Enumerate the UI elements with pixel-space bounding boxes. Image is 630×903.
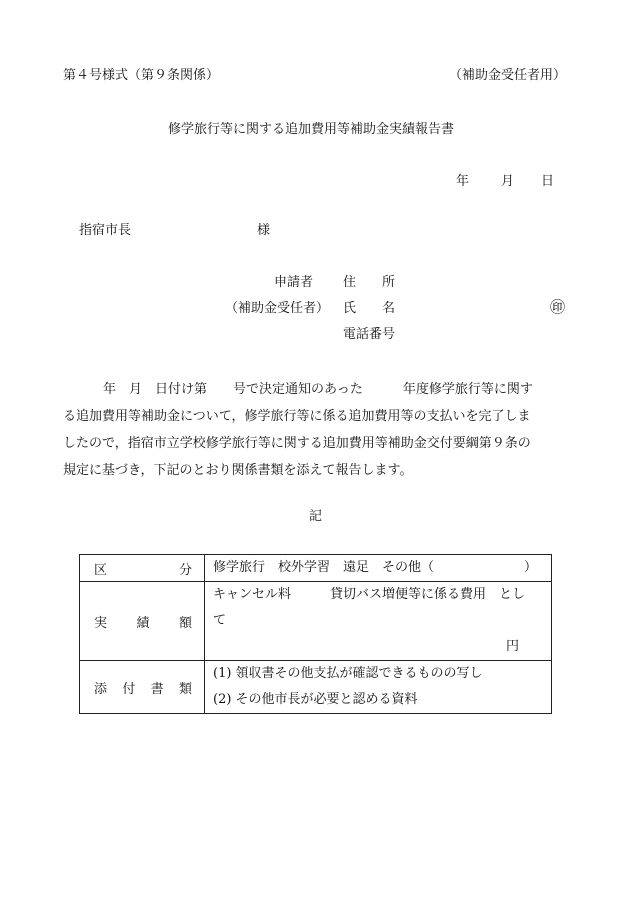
date-month: 月 <box>501 174 515 189</box>
row-amount <box>80 582 552 661</box>
attach-label-a: 添 <box>94 681 108 697</box>
amount-label-c: 額 <box>178 615 192 631</box>
attachment-item-2: (2) その他市長が必要と認める資料 <box>213 692 418 707</box>
addressee-honorific: 様 <box>257 223 271 238</box>
amount-label-cell <box>80 582 205 661</box>
amount-value-cell <box>205 582 552 661</box>
date-day: 日 <box>541 174 555 189</box>
body-line-1 <box>63 376 568 403</box>
category-label-a: 区 <box>94 562 108 578</box>
seal-mark: ㊞ <box>550 298 566 316</box>
report-table <box>79 554 552 714</box>
body-year: 年 <box>103 382 117 397</box>
ki-heading: 記 <box>309 509 323 524</box>
amount-line-2: て <box>213 613 227 628</box>
attachments-label-cell <box>80 661 205 714</box>
amount-label-b: 績 <box>136 615 150 631</box>
body-line-2: る追加費用等補助金について，修学旅行等に係る追加費用等の支払いを完了しま <box>63 409 531 424</box>
row-category <box>80 555 552 582</box>
addressee-name: 指宿市長 <box>79 223 132 238</box>
phone-label: 電話番号 <box>343 327 396 342</box>
attachment-item-1: (1) 領収書その他支払が確認できるものの写し <box>213 666 483 681</box>
category-label-b: 分 <box>178 562 192 578</box>
applicant-role: （補助金受任者） <box>225 301 330 316</box>
date-year: 年 <box>456 174 470 189</box>
category-label-cell <box>80 555 205 582</box>
recipient-note: （補助金受任者用） <box>449 68 567 83</box>
row-attachments <box>80 661 552 714</box>
body-date-ref: 日付け第 <box>155 382 208 397</box>
applicant-label: 申請者 <box>274 275 314 290</box>
address-label: 住 所 <box>343 275 396 290</box>
report-body <box>63 376 568 484</box>
category-value-cell <box>205 555 552 582</box>
body-month: 月 <box>129 382 143 397</box>
category-options: 修学旅行 校外学習 遠足 その他（ <box>213 560 435 575</box>
body-line-3: したので，指宿市立学校修学旅行等に関する追加費用等補助金交付要綱第９条の <box>63 436 531 451</box>
attach-label-c: 書 <box>150 681 164 697</box>
amount-label-a: 実 <box>94 615 108 631</box>
amount-line-1: キャンセル料 貸切バス増便等に係る費用 とし <box>213 587 526 602</box>
attachments-value-cell <box>205 661 552 714</box>
attach-label-b: 付 <box>122 681 136 697</box>
attach-label-d: 類 <box>178 681 192 697</box>
page-title: 修学旅行等に関する追加費用等補助金実績報告書 <box>168 122 455 137</box>
body-decision: 号で決定通知のあった <box>233 382 363 397</box>
category-close-paren: ） <box>523 560 537 575</box>
body-fiscal: 年度修学旅行等に関す <box>402 382 533 397</box>
body-line-4: 規定に基づき，下記のとおり関係書類を添えて報告します。 <box>63 463 413 478</box>
form-number: 第４号様式（第９条関係） <box>63 68 220 83</box>
name-label: 氏 名 <box>343 301 396 316</box>
amount-yen: 円 <box>505 639 519 654</box>
